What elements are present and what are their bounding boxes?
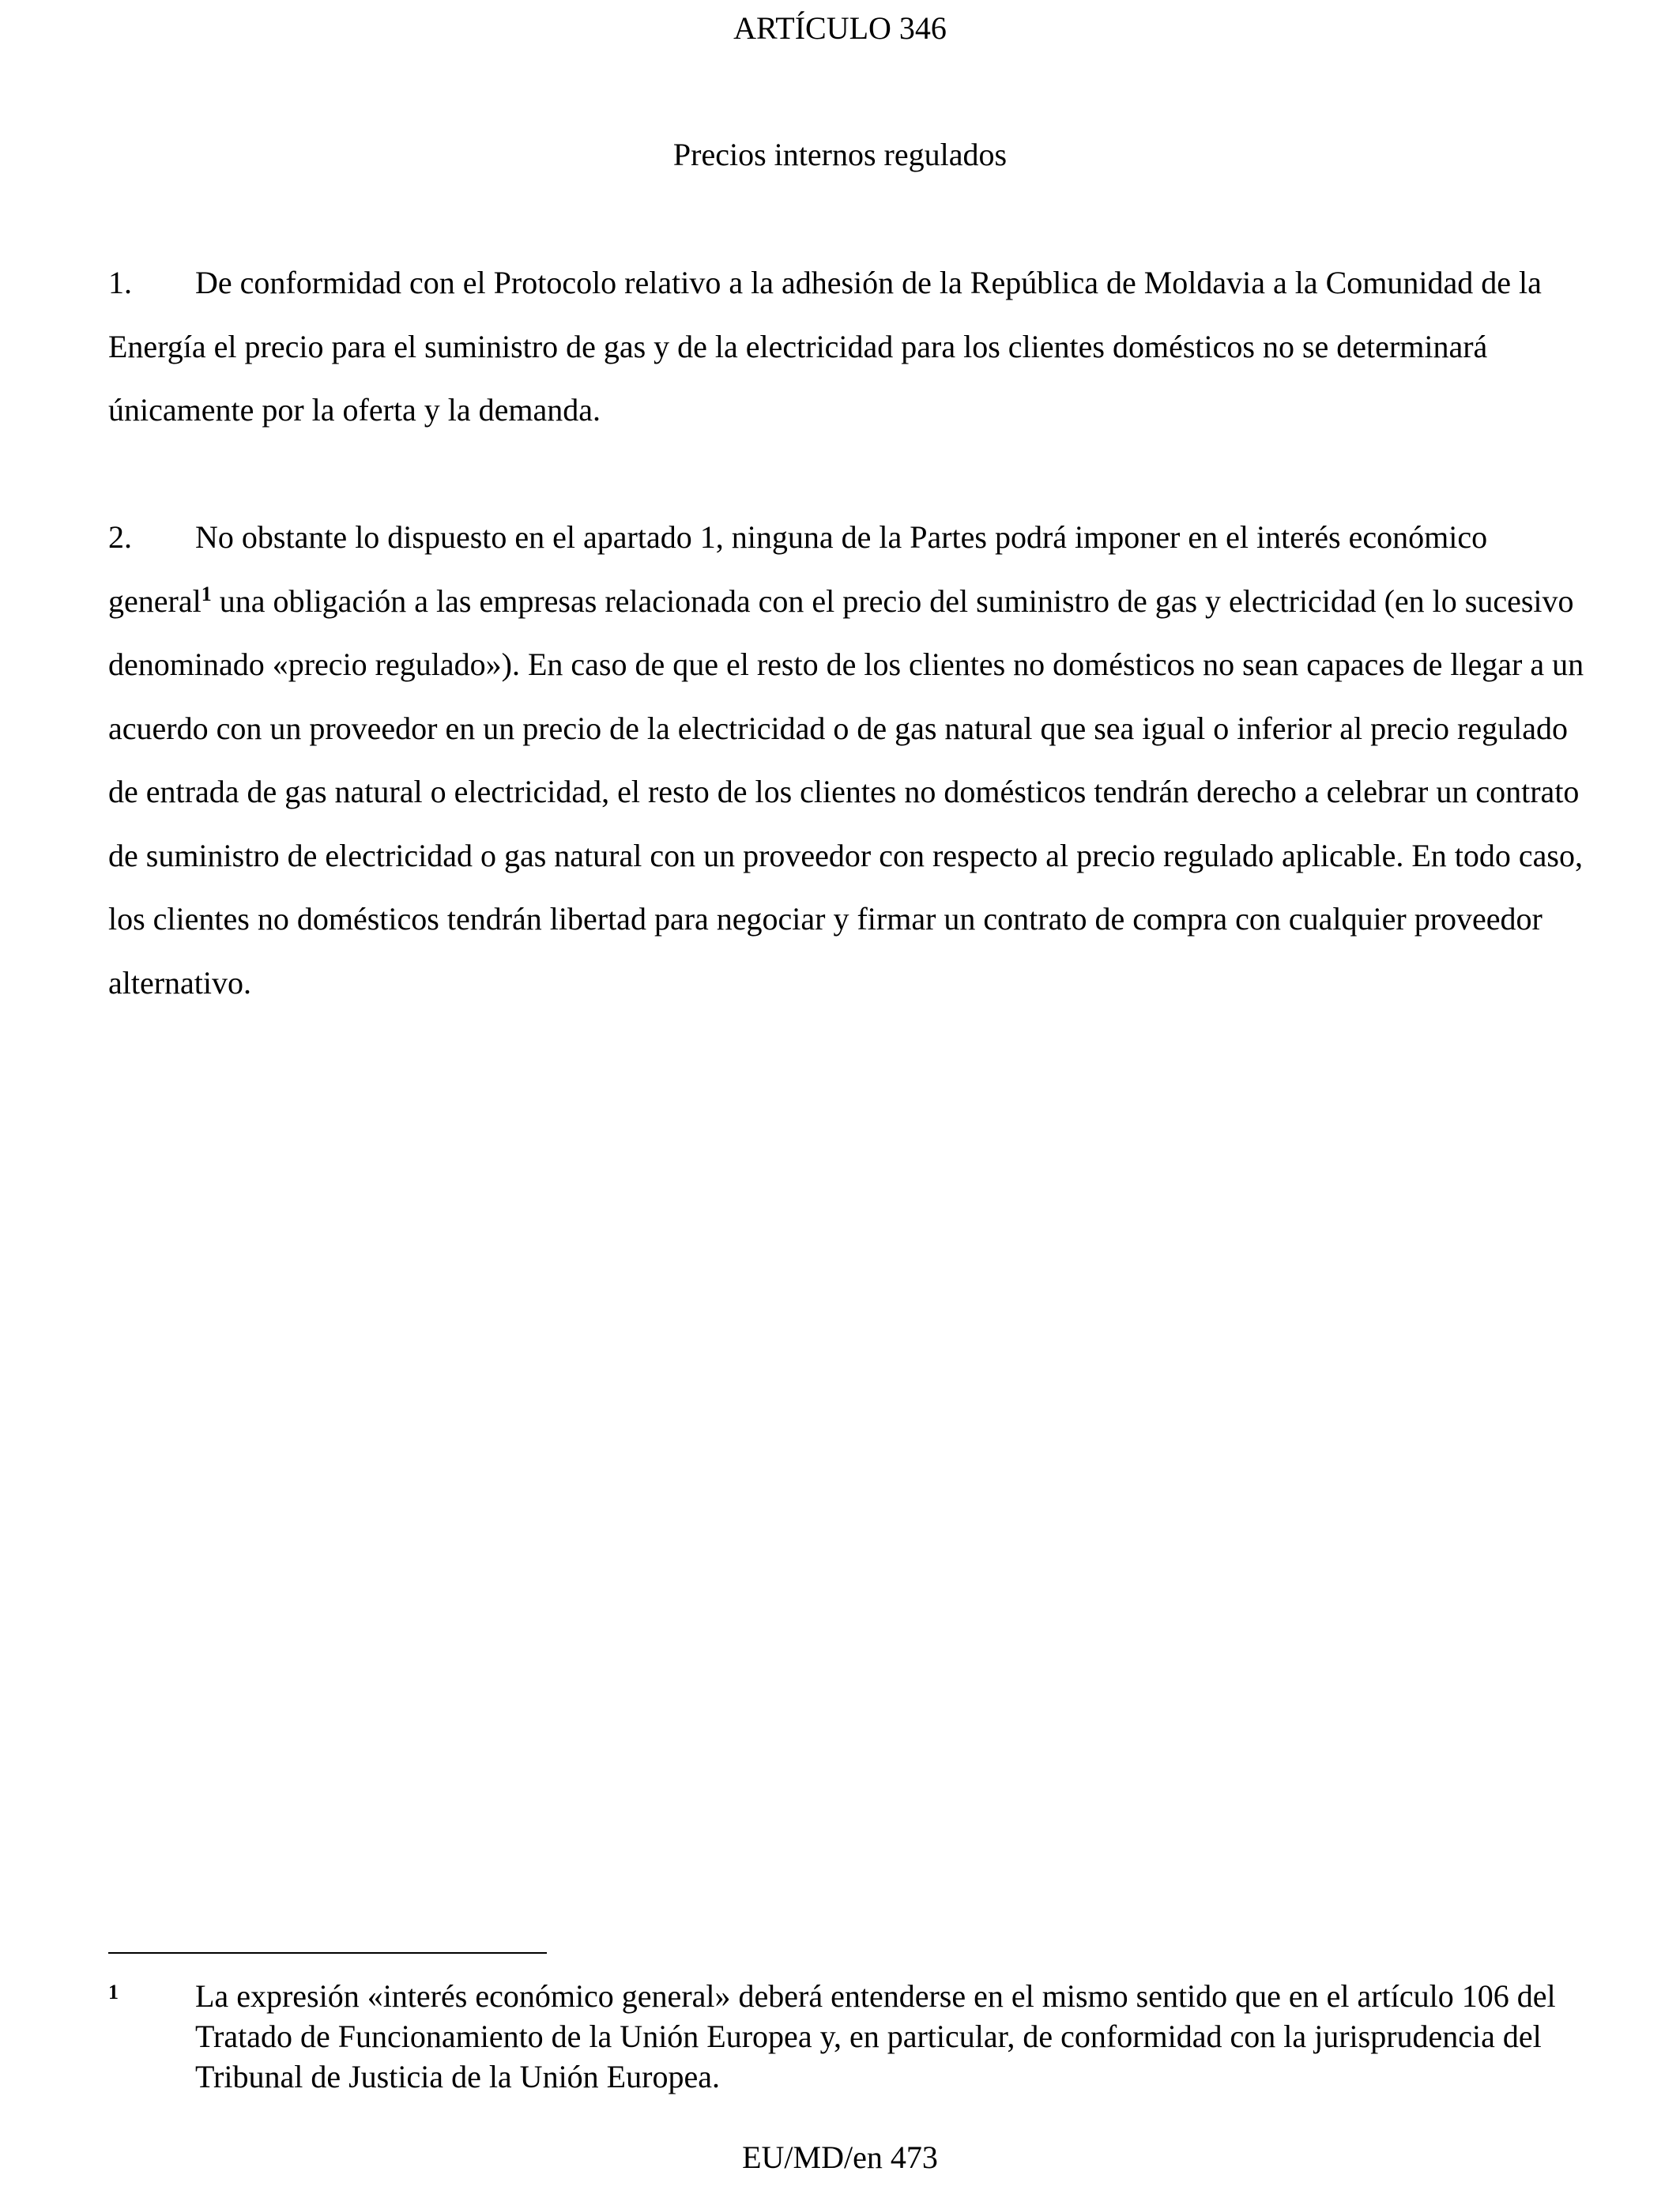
footnote-marker: 1 [108, 1981, 119, 2004]
footnote-text: La expresión «interés económico general» deberá entenderse en el mismo sentido que en el artículo 106 del Tratado de Funcionamiento de la Unión Europea y, en particular, de conformidad con la jurisprudencia del Tribunal de Justicia de la Unión Europea. [195, 1978, 1556, 2094]
paragraph-text-before-ref: No obstante lo dispuesto en el apartado 1, ninguna de la Partes podrá imponer en el interés económico general [108, 519, 1488, 619]
article-heading: ARTÍCULO 346 [733, 10, 947, 46]
footnote [108, 1976, 1586, 2097]
paragraph-text-after-ref: una obligación a las empresas relacionada con el precio del suministro de gas y electricidad (en lo sucesivo denominado «precio regulado»). En caso de que el resto de los clientes no domésticos no sean capaces de llegar a un acuerdo con un proveedor en un precio de la electricidad o de gas natural que sea igual o inferior al precio regulado de entrada de gas natural o electricidad, el resto de los clientes no domésticos tendrán derecho a celebrar un contrato de suministro de electricidad o gas natural con un proveedor con respecto al precio regulado aplicable. En todo caso, los clientes no domésticos tendrán libertad para negociar y firmar un contrato de compra con cualquier proveedor alternativo. [108, 582, 1584, 1001]
paragraph-number: 2. [108, 519, 132, 555]
paragraph-number: 1. [108, 265, 132, 300]
page-number: EU/MD/en 473 [742, 2139, 938, 2175]
paragraph-2 [108, 506, 1586, 1015]
paragraph-text: De conformidad con el Protocolo relativo a la adhesión de la República de Moldavia a la Comunidad de la Energía el precio para el suministro de gas y de la electricidad para los clientes domésticos no se determinará únicamente por la oferta y la demanda. [108, 265, 1542, 428]
paragraph-1 [108, 251, 1586, 443]
footnote-separator [108, 1952, 547, 1954]
article-title: Precios internos regulados [672, 137, 1008, 172]
footnote-reference[interactable]: 1 [201, 582, 212, 605]
